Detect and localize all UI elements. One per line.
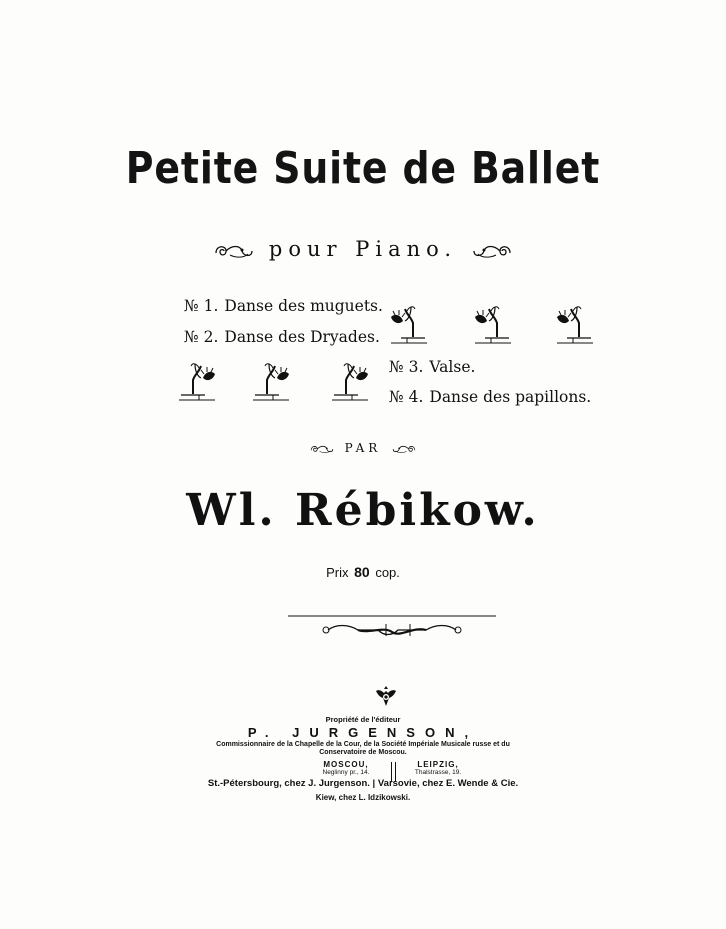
publisher-appointment-cont: Conservatoire de Moscou. [319,749,407,756]
piece-2-name: Danse des Dryades. [224,328,380,346]
piece-1-number: № 1. [184,297,219,315]
leipzig-address [398,760,478,776]
price-prefix: Prix [326,565,349,580]
par-label: PAR [344,441,382,455]
branch-offices: St.-Pétersbourg, chez J. Jurgenson. | Varsovie, chez E. Wende & Cie. [207,778,519,789]
property-note: Propriété de l'éditeur [325,715,401,724]
piece-2-number: № 2. [184,328,219,346]
piece-3-number: № 3. [389,358,424,376]
par-line [0,441,726,455]
leipzig-street: Thalstrasse, 19. [414,769,462,776]
flourish-ornament-icon [389,443,419,455]
lily-lamp-ornament-icon [330,360,378,406]
piece-3-name: Valse. [429,358,476,376]
price-amount: 80 [354,564,370,580]
lily-lamp-ornament-icon [465,303,513,349]
lily-lamp-ornament-icon [381,303,429,349]
piece-2 [184,328,380,346]
piece-1-name: Danse des muguets. [224,297,383,315]
lily-lamp-ornament-icon [177,360,225,406]
lily-lamp-ornament-icon [547,303,595,349]
composer-name: Wl. Rébikow. [186,485,540,536]
divider-rule-icon [288,612,496,640]
flourish-ornament-icon [470,241,514,261]
moscow-street: Neglinny pr., 14. [322,769,370,776]
subtitle-line [0,237,726,261]
kiev-branch: Kiew, chez L. Idzikowski. [315,793,411,802]
price-line [0,564,726,580]
moscow-address [306,760,386,776]
subtitle-text: pour Piano. [268,237,458,261]
lily-lamp-ornament-icon [251,360,299,406]
leipzig-city: LEIPZIG, [417,760,459,769]
piece-4 [389,388,591,406]
piece-4-number: № 4. [389,388,424,406]
piece-1 [184,297,383,315]
double-eagle-emblem-icon [373,683,399,709]
publisher-name: P. JURGENSON, [247,725,479,740]
moscow-city: MOSCOU, [323,760,369,769]
piece-4-name: Danse des papillons. [429,388,592,406]
price-unit: cop. [375,565,400,580]
flourish-ornament-icon [307,443,337,455]
piece-title: Petite Suite de Ballet [125,143,601,194]
piece-3 [389,358,475,376]
publisher-appointment: Commissionnaire de la Chapelle de la Cour, de la Société Impériale Musicale russe et du [216,741,510,748]
flourish-ornament-icon [212,241,256,261]
